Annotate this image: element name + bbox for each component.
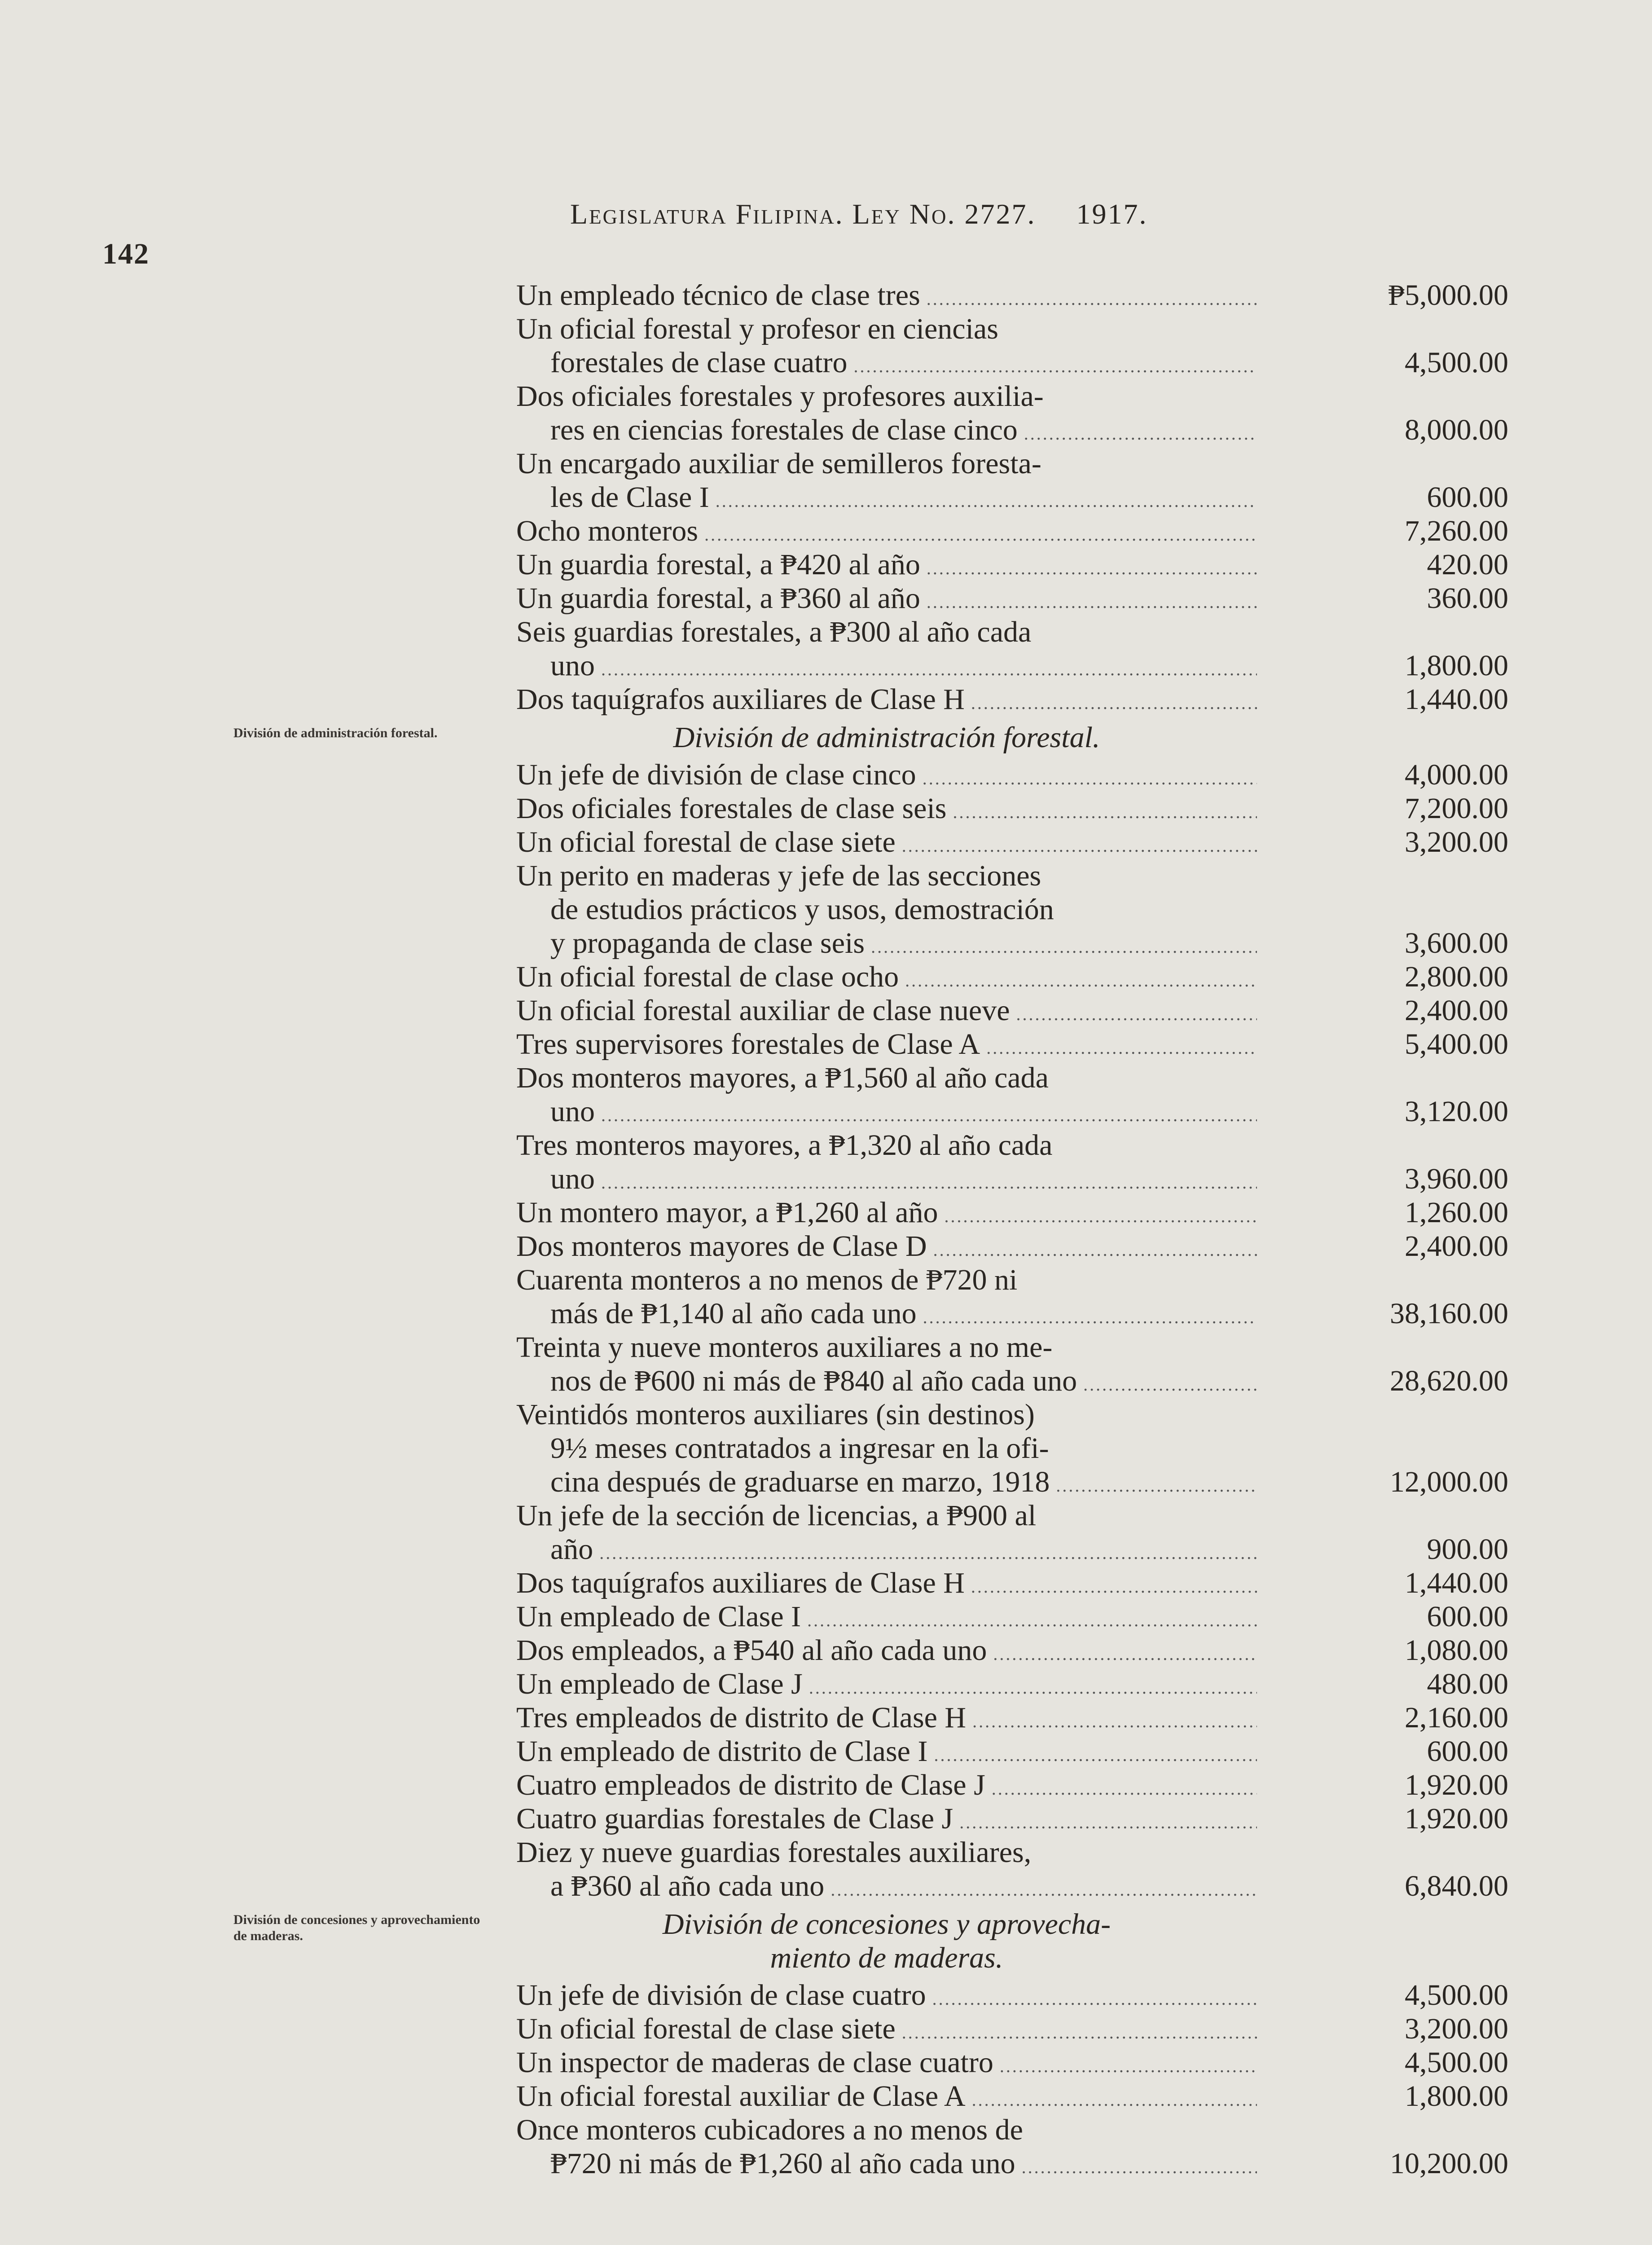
- line-item-amount: 4,500.00: [1405, 2046, 1508, 2079]
- line-item-row: [516, 2012, 1526, 2046]
- line-item-amount: 4,500.00: [1405, 346, 1508, 379]
- line-item: [516, 312, 1526, 379]
- heading-concesiones-line-1: División de concesiones y aprovecha-: [662, 1908, 1111, 1941]
- line-item-text: Treinta y nueve monteros auxiliares a no me-: [516, 1331, 1053, 1364]
- line-item-row: [516, 792, 1526, 825]
- line-item-row: [516, 278, 1526, 312]
- line-item-amount: 1,800.00: [1405, 649, 1508, 682]
- line-item-row: [516, 615, 1526, 649]
- line-item-row: [516, 994, 1526, 1027]
- line-item-text: Tres supervisores forestales de Clase A .....: [516, 1027, 1257, 1061]
- line-item: [516, 960, 1526, 994]
- line-item: [516, 514, 1526, 548]
- line-item-text: Cuarenta monteros a no menos de ₱720 ni: [516, 1263, 1018, 1296]
- line-item-text: Dos empleados, a ₱540 al año cada uno .....: [516, 1633, 1257, 1667]
- line-item-row: [516, 581, 1526, 615]
- line-item-amount: 10,200.00: [1390, 2147, 1508, 2180]
- line-item-amount: 4,500.00: [1405, 1979, 1508, 2012]
- line-item: [516, 1600, 1526, 1633]
- line-item: [516, 1128, 1526, 1196]
- line-item: [516, 379, 1526, 447]
- section-concesiones: [516, 1978, 1526, 2180]
- line-item-text: Cuatro empleados de distrito de Clase J .....: [516, 1768, 1257, 1802]
- line-item-text: Un oficial forestal y profesor en ciencias: [516, 313, 998, 345]
- line-item: [516, 1330, 1526, 1398]
- line-item-amount: 38,160.00: [1390, 1297, 1508, 1330]
- line-item-text: Un guardia forestal, a ₱420 al año .....: [516, 548, 1257, 581]
- appropriation-list: [516, 278, 1526, 2180]
- line-item-text: Un empleado de Clase J .....: [516, 1667, 1257, 1701]
- line-item-text: uno .....: [550, 1095, 1257, 1128]
- line-item-row: [516, 1499, 1526, 1532]
- line-item-row: [516, 1633, 1526, 1667]
- line-item: [516, 2046, 1526, 2079]
- line-item-row: [516, 2113, 1526, 2147]
- line-item-row: [516, 548, 1526, 581]
- line-item: [516, 994, 1526, 1027]
- line-item-amount: 600.00: [1427, 1600, 1508, 1633]
- line-item: [516, 1978, 1526, 2012]
- line-item-row: [516, 1734, 1526, 1768]
- line-item: [516, 1398, 1526, 1499]
- line-item: [516, 859, 1526, 960]
- line-item-row: [516, 480, 1526, 514]
- line-item-text: Tres monteros mayores, a ₱1,320 al año cada: [516, 1129, 1053, 1162]
- line-item-row: [516, 1330, 1526, 1364]
- line-item-row: [516, 1768, 1526, 1802]
- line-item-text: cina después de graduarse en marzo, 1918 .....: [550, 1465, 1257, 1499]
- line-item: [516, 581, 1526, 615]
- line-item-row: [516, 825, 1526, 859]
- line-item-row: [516, 2079, 1526, 2113]
- line-item-row: [516, 926, 1526, 960]
- line-item-row: [516, 1431, 1526, 1465]
- line-item: [516, 1263, 1526, 1330]
- line-item-text: Un oficial forestal auxiliar de clase nueve .....: [516, 994, 1257, 1027]
- line-item-amount: 600.00: [1427, 481, 1508, 514]
- line-item-amount: 6,840.00: [1405, 1870, 1508, 1902]
- margin-note-administracion: División de administración forestal.: [233, 726, 438, 740]
- line-item-text: Un empleado de distrito de Clase I .....: [516, 1734, 1257, 1768]
- line-item-amount: 12,000.00: [1390, 1466, 1508, 1498]
- line-item-row: [516, 1398, 1526, 1431]
- line-item: [516, 1768, 1526, 1802]
- heading-concesiones-line-2: miento de maderas.: [770, 1941, 1003, 1974]
- line-item-text: Un empleado de Clase I .....: [516, 1600, 1257, 1633]
- line-item-amount: 360.00: [1427, 582, 1508, 615]
- line-item-text: Un oficial forestal de clase ocho .....: [516, 960, 1257, 994]
- line-item-row: [516, 1297, 1526, 1330]
- line-item-text: Un oficial forestal de clase siete .....: [516, 2012, 1257, 2046]
- line-item-text: y propaganda de clase seis .....: [550, 926, 1257, 960]
- line-item-row: [516, 379, 1526, 413]
- line-item-amount: 1,800.00: [1405, 2080, 1508, 2113]
- line-item-text: más de ₱1,140 al año cada uno .....: [550, 1297, 1257, 1330]
- line-item: [516, 1734, 1526, 1768]
- line-item-text: Un oficial forestal auxiliar de Clase A .....: [516, 2079, 1257, 2113]
- line-item-text: Tres empleados de distrito de Clase H .....: [516, 1701, 1257, 1734]
- line-item: [516, 1566, 1526, 1600]
- line-item-row: [516, 893, 1526, 926]
- line-item-text: les de Clase I .....: [550, 480, 1257, 514]
- line-item-row: [516, 758, 1526, 792]
- line-item-amount: 3,200.00: [1405, 826, 1508, 858]
- line-item-text: Ocho monteros .....: [516, 514, 1257, 548]
- line-item-amount: 3,120.00: [1405, 1095, 1508, 1128]
- line-item: [516, 1633, 1526, 1667]
- line-item: [516, 1836, 1526, 1903]
- line-item-row: [516, 960, 1526, 994]
- line-item-text: Seis guardias forestales, a ₱300 al año cada: [516, 616, 1032, 648]
- line-item: [516, 1027, 1526, 1061]
- running-head-title: Legislatura Filipina. Ley No. 2727.: [570, 198, 1036, 230]
- line-item-amount: 3,960.00: [1405, 1162, 1508, 1195]
- line-item-row: [516, 1027, 1526, 1061]
- line-item-text: Un perito en maderas y jefe de las secciones: [516, 859, 1041, 892]
- line-item-text: de estudios prácticos y usos, demostración: [550, 893, 1054, 926]
- line-item-row: [516, 1566, 1526, 1600]
- line-item-row: [516, 859, 1526, 893]
- line-item-amount: 1,440.00: [1405, 1567, 1508, 1599]
- line-item-amount: 1,440.00: [1405, 683, 1508, 716]
- line-item: [516, 758, 1526, 792]
- line-item-text: Dos taquígrafos auxiliares de Clase H .....: [516, 682, 1257, 716]
- line-item-text: Dos oficiales forestales de clase seis .....: [516, 792, 1257, 825]
- line-item-amount: 5,400.00: [1405, 1028, 1508, 1061]
- line-item: [516, 682, 1526, 716]
- line-item-text: Un jefe de la sección de licencias, a ₱900 al: [516, 1499, 1037, 1532]
- line-item-amount: 1,080.00: [1405, 1634, 1508, 1667]
- line-item-text: Un jefe de división de clase cinco .....: [516, 758, 1257, 792]
- line-item-row: [516, 1465, 1526, 1499]
- line-item-amount: 2,400.00: [1405, 1230, 1508, 1263]
- line-item-row: [516, 1162, 1526, 1196]
- line-item-amount: 2,400.00: [1405, 994, 1508, 1027]
- line-item-text: forestales de clase cuatro .....: [550, 346, 1257, 379]
- line-item-row: [516, 1701, 1526, 1734]
- line-item-amount: 2,160.00: [1405, 1701, 1508, 1734]
- line-item-amount: 7,200.00: [1405, 792, 1508, 825]
- line-item: [516, 825, 1526, 859]
- line-item-text: Un oficial forestal de clase siete .....: [516, 825, 1257, 859]
- line-item-text: Dos monteros mayores de Clase D .....: [516, 1229, 1257, 1263]
- line-item-row: [516, 1229, 1526, 1263]
- line-item-row: [516, 1128, 1526, 1162]
- line-item-amount: ₱5,000.00: [1388, 279, 1508, 312]
- line-item-amount: 3,200.00: [1405, 2012, 1508, 2045]
- line-item-row: [516, 1802, 1526, 1836]
- line-item-row: [516, 1836, 1526, 1869]
- line-item-row: [516, 649, 1526, 682]
- line-item: [516, 2012, 1526, 2046]
- line-item-amount: 1,260.00: [1405, 1196, 1508, 1229]
- line-item-amount: 4,000.00: [1405, 758, 1508, 791]
- line-item: [516, 792, 1526, 825]
- line-item-row: [516, 1095, 1526, 1128]
- line-item-row: [516, 1978, 1526, 2012]
- line-item-amount: 1,920.00: [1405, 1769, 1508, 1801]
- line-item: [516, 2079, 1526, 2113]
- line-item-text: Un inspector de maderas de clase cuatro .....: [516, 2046, 1257, 2079]
- line-item-row: [516, 1869, 1526, 1903]
- line-item-row: [516, 2147, 1526, 2180]
- running-head: [570, 198, 1147, 231]
- running-head-year: 1917.: [1076, 198, 1148, 230]
- line-item-amount: 480.00: [1427, 1668, 1508, 1700]
- line-item: [516, 1061, 1526, 1128]
- line-item-text: res en ciencias forestales de clase cinco .....: [550, 413, 1257, 447]
- line-item-text: uno .....: [550, 649, 1257, 682]
- page-number: 142: [102, 238, 149, 270]
- line-item: [516, 1701, 1526, 1734]
- line-item-text: nos de ₱600 ni más de ₱840 al año cada uno .....: [550, 1364, 1257, 1398]
- line-item-text: 9½ meses contratados a ingresar en la ofi-: [550, 1432, 1049, 1465]
- line-item-amount: 1,920.00: [1405, 1802, 1508, 1835]
- line-item-row: [516, 2046, 1526, 2079]
- line-item-row: [516, 1532, 1526, 1566]
- line-item-text: a ₱360 al año cada uno .....: [550, 1869, 1257, 1903]
- line-item-amount: 2,800.00: [1405, 960, 1508, 993]
- line-item: [516, 1499, 1526, 1566]
- line-item-row: [516, 447, 1526, 480]
- line-item-text: Un montero mayor, a ₱1,260 al año .....: [516, 1196, 1257, 1229]
- line-item-row: [516, 346, 1526, 379]
- margin-note-concesiones: División de concesiones y aprovechamiento de maderas.: [233, 1912, 480, 1943]
- line-item-text: Dos oficiales forestales y profesores auxilia-: [516, 380, 1044, 413]
- line-item-row: [516, 682, 1526, 716]
- line-item-row: [516, 1061, 1526, 1095]
- line-item-text: Un empleado técnico de clase tres .....: [516, 278, 1257, 312]
- line-item-text: Diez y nueve guardias forestales auxiliares,: [516, 1836, 1032, 1869]
- line-item-amount: 900.00: [1427, 1533, 1508, 1566]
- line-item-text: Un guardia forestal, a ₱360 al año .....: [516, 581, 1257, 615]
- line-item-amount: 7,260.00: [1405, 515, 1508, 547]
- line-item-text: Un encargado auxiliar de semilleros foresta-: [516, 447, 1041, 480]
- line-item-amount: 600.00: [1427, 1735, 1508, 1768]
- line-item-row: [516, 1600, 1526, 1633]
- line-item: [516, 1196, 1526, 1229]
- line-item-text: ₱720 ni más de ₱1,260 al año cada uno .....: [550, 2147, 1257, 2180]
- line-item: [516, 447, 1526, 514]
- line-item: [516, 278, 1526, 312]
- line-item-row: [516, 1263, 1526, 1297]
- line-item-row: [516, 413, 1526, 447]
- heading-concesiones: [516, 1907, 1257, 1975]
- line-item-text: uno .....: [550, 1162, 1257, 1196]
- line-item-text: Once monteros cubicadores a no menos de: [516, 2113, 1023, 2146]
- line-item-amount: 420.00: [1427, 548, 1508, 581]
- line-item-row: [516, 514, 1526, 548]
- line-item-text: año .....: [550, 1532, 1257, 1566]
- line-item-amount: 3,600.00: [1405, 927, 1508, 960]
- line-item-text: Cuatro guardias forestales de Clase J .....: [516, 1802, 1257, 1836]
- section-administracion: [516, 758, 1526, 1903]
- line-item-amount: 8,000.00: [1405, 414, 1508, 446]
- line-item: [516, 2113, 1526, 2180]
- line-item: [516, 1229, 1526, 1263]
- line-item-text: Un jefe de división de clase cuatro .....: [516, 1978, 1257, 2012]
- line-item-text: Dos monteros mayores, a ₱1,560 al año cada: [516, 1061, 1049, 1094]
- line-item-row: [516, 1364, 1526, 1398]
- line-item: [516, 1667, 1526, 1701]
- line-item: [516, 548, 1526, 581]
- line-item-text: Dos taquígrafos auxiliares de Clase H .....: [516, 1566, 1257, 1600]
- line-item-row: [516, 312, 1526, 346]
- line-item-amount: 28,620.00: [1390, 1365, 1508, 1397]
- line-item: [516, 1802, 1526, 1836]
- line-item-row: [516, 1196, 1526, 1229]
- section-general: [516, 278, 1526, 716]
- heading-administracion: División de administración forestal.: [673, 721, 1100, 754]
- line-item: [516, 615, 1526, 682]
- line-item-row: [516, 1667, 1526, 1701]
- line-item-text: Veintidós monteros auxiliares (sin destinos): [516, 1398, 1035, 1431]
